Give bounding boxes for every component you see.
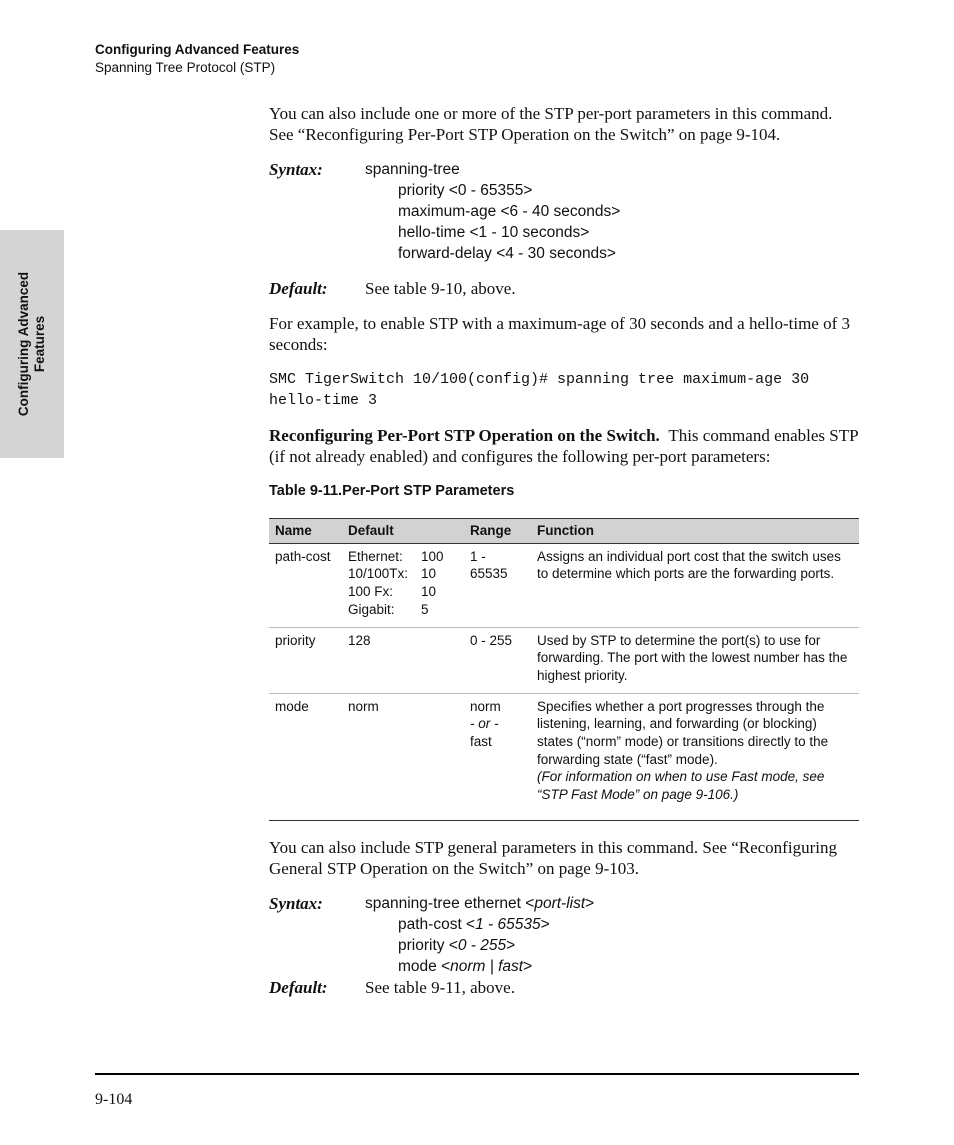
default-block-1 (269, 278, 861, 299)
default-media: Ethernet: (348, 548, 403, 564)
syntax-text: mode < (398, 957, 451, 975)
per-port-parameters-table (269, 518, 859, 821)
function-note: (For information on when to use Fast mode, see “STP Fast Mode” on page 9-106.) (537, 769, 825, 803)
range-or: - or - (470, 716, 499, 732)
default-label: Default: (269, 977, 328, 997)
syntax-command: spanning-tree (365, 161, 460, 178)
cell-range: 0 - 255 (464, 627, 531, 693)
default-media: Gigabit: (348, 601, 395, 617)
outro-paragraph: You can also include STP general parameters in this command. See “Reconfiguring General STP Operation on the Switch” on page 9-103. (269, 837, 837, 878)
side-tab-label: Configuring Advanced Features (16, 271, 47, 417)
default-text: See table 9-11, above. (365, 977, 515, 997)
syntax-command (365, 893, 594, 914)
function-text: Specifies whether a port progresses through the listening, learning, and forwarding (or blocking) states (“norm” mode) or transitions directly to the forwarding state (“fast” mode). (537, 698, 829, 767)
default-value: 5 (421, 601, 429, 617)
range-alternate: fast (470, 734, 492, 750)
table-row (269, 693, 859, 820)
syntax-block-1 (269, 159, 861, 264)
column-header: Default (342, 519, 464, 544)
range-primary: norm (470, 698, 501, 714)
default-block-2 (269, 977, 861, 998)
syntax-body (365, 893, 594, 977)
table-row (269, 543, 859, 627)
default-label: Default: (269, 279, 328, 298)
table-title: Table 9-11.Per-Port STP Parameters (269, 483, 515, 499)
syntax-param (365, 935, 594, 956)
column-header: Range (464, 519, 531, 544)
syntax-placeholder: port-list (534, 894, 586, 912)
syntax-param (365, 956, 594, 977)
reconfigure-paragraph (269, 425, 861, 467)
default-value: 10 (421, 584, 437, 600)
syntax-text: > (506, 936, 516, 954)
syntax-text: > (523, 957, 533, 975)
syntax-param: hello-time <1 - 10 seconds> (398, 224, 590, 241)
syntax-placeholder: 1 - 65535 (475, 915, 541, 933)
syntax-block-2 (269, 893, 861, 977)
cell-range (464, 693, 531, 820)
syntax-param: maximum-age <6 - 40 seconds> (398, 203, 621, 220)
cell-name: path-cost (269, 543, 342, 627)
cell-name: mode (269, 693, 342, 820)
running-header (95, 41, 299, 77)
cell-function: Used by STP to determine the port(s) to use for forwarding. The port with the lowest number has the highest priority. (531, 627, 859, 693)
syntax-param: forward-delay <4 - 30 seconds> (398, 245, 616, 262)
default-value: 100 (421, 548, 444, 564)
page-number: 9-104 (95, 1091, 133, 1108)
table-header-row (269, 519, 859, 544)
default-media: 100 Fx: (348, 584, 394, 600)
default-text: See table 9-10, above. (365, 279, 516, 298)
footer-rule (95, 1073, 859, 1075)
reconfigure-text: This command enables STP (if not already enabled) and configures the following per-port parameters: (269, 426, 858, 466)
table-row (269, 627, 859, 693)
syntax-text: priority < (398, 936, 458, 954)
cell-function: Assigns an individual port cost that the switch uses to determine which ports are the forwarding ports. (531, 543, 859, 627)
syntax-text: path-cost < (398, 915, 476, 933)
cell-name: priority (269, 627, 342, 693)
section-title: Spanning Tree Protocol (STP) (95, 60, 276, 75)
chapter-side-tab (0, 230, 64, 458)
syntax-label: Syntax: (269, 893, 323, 913)
default-value: 10 (421, 566, 437, 582)
run-in-heading: Reconfiguring Per-Port STP Operation on the Switch. (269, 426, 660, 445)
cell-default (342, 543, 464, 627)
cell-default: 128 (342, 627, 464, 693)
syntax-label: Syntax: (269, 160, 323, 179)
syntax-text: > (585, 894, 595, 912)
intro-paragraph: You can also include one or more of the STP per-port parameters in this command. See “Reconfiguring Per-Port STP Operation on the Switch” on page 9-104. (269, 104, 833, 144)
page-content (269, 103, 861, 1012)
syntax-param: priority <0 - 65355> (398, 182, 533, 199)
syntax-placeholder: norm | fast (450, 957, 524, 975)
cell-range: 1 - 65535 (464, 543, 531, 627)
syntax-placeholder: 0 - 255 (457, 936, 507, 954)
default-media: 10/100Tx: (348, 566, 409, 582)
chapter-title: Configuring Advanced Features (95, 42, 300, 57)
cell-function (531, 693, 859, 820)
syntax-param (365, 914, 594, 935)
column-header: Function (531, 519, 859, 544)
example-code: SMC TigerSwitch 10/100(config)# spanning tree maximum-age 30 hello-time 3 (269, 371, 819, 409)
example-paragraph: For example, to enable STP with a maximum-age of 30 seconds and a hello-time of 3 seconds: (269, 314, 851, 354)
cell-default: norm (342, 693, 464, 820)
column-header: Name (269, 519, 342, 544)
syntax-text: spanning-tree ethernet < (365, 894, 535, 912)
syntax-body (365, 159, 620, 264)
syntax-text: > (540, 915, 550, 933)
